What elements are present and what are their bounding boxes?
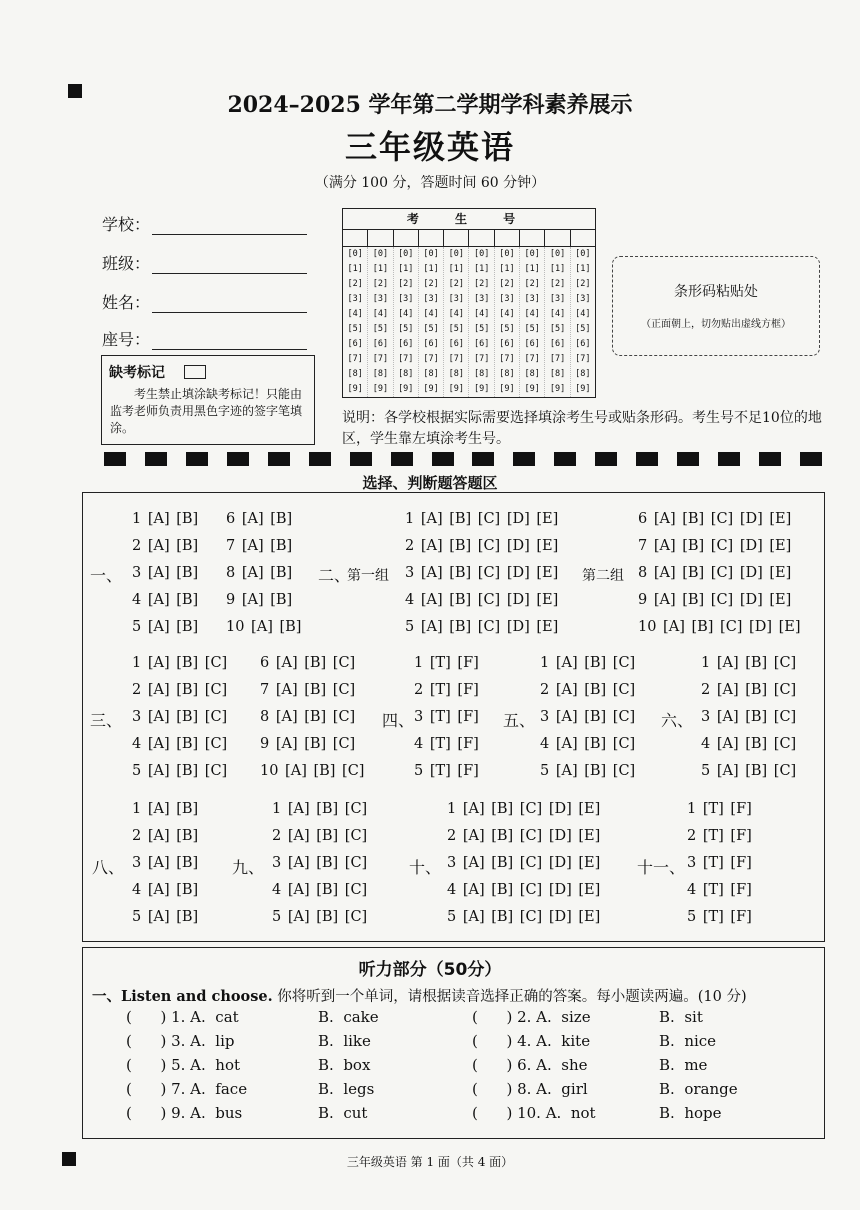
exam-number-bubble[interactable]: [4] — [448, 309, 465, 319]
answer-bubble-row[interactable]: 8 [A] [B] [C] [D] [E] — [638, 565, 792, 581]
exam-number-bubble[interactable]: [0] — [473, 249, 490, 259]
cut-line-dash — [432, 452, 454, 466]
exam-number-bubble[interactable]: [8] — [549, 369, 566, 379]
answer-bubble-row[interactable]: 1 [A] [B] — [132, 801, 199, 817]
answer-bubble-row[interactable]: 4 [T] [F] — [414, 736, 479, 752]
exam-number-bubble[interactable]: [0] — [575, 249, 591, 259]
listening-question[interactable]: ( ) 4. A. kite — [472, 1032, 591, 1050]
part-5-label: 五、 — [503, 711, 536, 730]
exam-number-bubble[interactable]: [1] — [398, 264, 414, 274]
answer-bubble-row[interactable]: 4 [A] [B] [C] — [701, 736, 797, 752]
answer-bubble-row[interactable]: 1 [A] [B] [C] — [701, 655, 797, 671]
exam-number-bubble[interactable]: [7] — [398, 354, 414, 364]
exam-number-bubble[interactable]: [4] — [398, 309, 414, 319]
exam-number-bubble[interactable]: [6] — [448, 339, 465, 349]
exam-number-bubble[interactable]: [8] — [372, 369, 389, 379]
cut-line-dash — [309, 452, 331, 466]
part-9-label: 九、 — [232, 858, 265, 877]
name-field[interactable]: 姓名： — [102, 290, 307, 313]
exam-number-bubble[interactable]: [9] — [448, 384, 465, 394]
listening-option-b: B. box — [318, 1056, 371, 1074]
answer-bubble-row[interactable]: 1 [A] [B] [C] [D] [E] — [405, 511, 559, 527]
exam-number-bubble[interactable]: [2] — [473, 279, 490, 289]
exam-number-column — [545, 247, 570, 397]
answer-bubble-row[interactable]: 3 [A] [B] [C] [D] [E] — [405, 565, 559, 581]
exam-number-bubble[interactable]: [8] — [423, 369, 439, 379]
page-footer: 三年级英语 第 1 面（共 4 面） — [346, 1155, 514, 1169]
part-2-group1-label: 第一组 — [347, 568, 389, 584]
answer-bubble-row[interactable]: 3 [T] [F] — [414, 709, 479, 725]
cut-line-dash — [472, 452, 494, 466]
exam-number-bubble[interactable]: [7] — [423, 354, 439, 364]
listening-instruction: 一、Listen and choose. 你将听到一个单词，请根据读音选择正确的答案。每小题读两遍。(10 分) — [92, 988, 747, 1005]
part-10-label: 十、 — [409, 858, 442, 877]
exam-number-write-cell[interactable] — [394, 230, 419, 246]
exam-number-bubble[interactable]: [1] — [423, 264, 439, 274]
part-8-label: 八、 — [92, 858, 125, 877]
exam-number-bubble[interactable]: [1] — [473, 264, 490, 274]
answer-bubble-row[interactable]: 3 [A] [B] [C] — [132, 709, 228, 725]
exam-number-bubble[interactable]: [1] — [549, 264, 566, 274]
exam-number-bubble[interactable]: [5] — [448, 324, 465, 334]
answer-bubble-row[interactable]: 3 [A] [B] — [132, 855, 199, 871]
answer-bubble-row[interactable]: 2 [A] [B] [C] [D] [E] — [405, 538, 559, 554]
exam-number-bubble[interactable]: [5] — [524, 324, 540, 334]
exam-number-column — [444, 247, 469, 397]
cut-line-dash — [554, 452, 576, 466]
exam-number-bubble[interactable]: [2] — [347, 279, 363, 289]
exam-number-bubble[interactable]: [7] — [549, 354, 566, 364]
answer-bubble-row[interactable]: 3 [A] [B] [C] — [540, 709, 636, 725]
exam-number-bubble[interactable]: [4] — [524, 309, 540, 319]
exam-number-bubble[interactable]: [4] — [575, 309, 591, 319]
answer-bubble-row[interactable]: 6 [A] [B] — [226, 511, 293, 527]
answer-bubble-row[interactable]: 3 [A] [B] — [132, 565, 199, 581]
exam-title-line1: 2024–2025 学年第二学期学科素养展示 — [227, 92, 633, 118]
listening-question[interactable]: ( ) 3. A. lip — [126, 1032, 235, 1050]
barcode-area — [612, 256, 820, 356]
exam-number-write-cell[interactable] — [444, 230, 469, 246]
answer-bubble-row[interactable]: 3 [T] [F] — [687, 855, 752, 871]
exam-number-grid — [342, 208, 596, 398]
exam-number-bubble[interactable]: [9] — [423, 384, 439, 394]
cut-line-dash — [718, 452, 740, 466]
exam-number-column — [571, 247, 595, 397]
exam-number-column — [495, 247, 520, 397]
answer-bubble-row[interactable]: 9 [A] [B] [C] — [260, 736, 356, 752]
seat-field[interactable]: 座号： — [102, 327, 307, 350]
exam-number-bubble[interactable]: [8] — [524, 369, 540, 379]
exam-number-write-cell[interactable] — [368, 230, 393, 246]
answer-bubble-row[interactable]: 4 [A] [B] — [132, 882, 199, 898]
exam-number-bubble[interactable]: [6] — [473, 339, 490, 349]
exam-number-bubble[interactable]: [3] — [347, 294, 363, 304]
cut-line — [104, 452, 822, 466]
exam-number-bubble[interactable]: [6] — [372, 339, 389, 349]
exam-number-bubble[interactable]: [0] — [549, 249, 566, 259]
exam-number-bubble[interactable]: [5] — [473, 324, 490, 334]
exam-number-column — [520, 247, 545, 397]
answer-bubble-row[interactable]: 4 [T] [F] — [687, 882, 752, 898]
listening-option-b: B. cake — [318, 1008, 379, 1026]
exam-number-bubble[interactable]: [9] — [372, 384, 389, 394]
listening-question[interactable]: ( ) 6. A. she — [472, 1056, 588, 1074]
answer-bubble-row[interactable]: 2 [A] [B] [C] — [132, 682, 228, 698]
exam-number-bubble[interactable]: [8] — [398, 369, 414, 379]
exam-number-write-cell[interactable] — [343, 230, 368, 246]
cut-line-dash — [104, 452, 126, 466]
exam-number-column — [368, 247, 393, 397]
absent-mark-heading: 缺考标记 — [109, 365, 165, 381]
cut-line-dash — [759, 452, 781, 466]
exam-number-bubble[interactable]: [4] — [372, 309, 389, 319]
cut-line-dash — [391, 452, 413, 466]
exam-number-column — [394, 247, 419, 397]
answer-bubble-row[interactable]: 2 [A] [B] [C] — [540, 682, 636, 698]
exam-number-bubble[interactable]: [5] — [549, 324, 566, 334]
listening-question[interactable]: ( ) 1. A. cat — [126, 1008, 239, 1026]
exam-number-bubble[interactable]: [0] — [347, 249, 363, 259]
answer-bubble-row[interactable]: 2 [T] [F] — [687, 828, 752, 844]
answer-bubble-row[interactable]: 5 [A] [B] — [132, 619, 199, 635]
exam-number-write-cell[interactable] — [520, 230, 545, 246]
exam-number-bubble[interactable]: [6] — [549, 339, 566, 349]
listening-option-b: B. legs — [318, 1080, 375, 1098]
exam-number-bubble[interactable]: [9] — [398, 384, 414, 394]
answer-bubble-row[interactable]: 1 [A] [B] [C] — [272, 801, 368, 817]
exam-number-bubble[interactable]: [3] — [448, 294, 465, 304]
exam-number-bubble[interactable]: [1] — [499, 264, 515, 274]
cut-line-dash — [800, 452, 822, 466]
exam-number-bubble[interactable]: [8] — [575, 369, 591, 379]
exam-number-bubble[interactable]: [1] — [372, 264, 389, 274]
answer-bubble-row[interactable]: 1 [T] [F] — [687, 801, 752, 817]
answer-bubble-row[interactable]: 5 [A] [B] [C] — [540, 763, 636, 779]
answer-bubble-row[interactable]: 1 [A] [B] [C] — [540, 655, 636, 671]
listening-title: 听力部分（50分） — [358, 960, 502, 980]
exam-number-bubble[interactable]: [0] — [524, 249, 540, 259]
answer-bubble-row[interactable]: 1 [T] [F] — [414, 655, 479, 671]
exam-number-bubble[interactable]: [7] — [347, 354, 363, 364]
exam-number-bubble[interactable]: [1] — [347, 264, 363, 274]
exam-number-bubble[interactable]: [7] — [499, 354, 515, 364]
barcode-hint: （正面朝上，切勿贴出虚线方框） — [641, 319, 791, 330]
answer-bubble-row[interactable]: 10 [A] [B] — [226, 619, 302, 635]
exam-number-bubble[interactable]: [2] — [549, 279, 566, 289]
exam-number-bubble[interactable]: [5] — [398, 324, 414, 334]
exam-number-bubble[interactable]: [5] — [423, 324, 439, 334]
answer-bubble-row[interactable]: 4 [A] [B] — [132, 592, 199, 608]
answer-bubble-row[interactable]: 5 [A] [B] [C] — [272, 909, 368, 925]
answer-bubble-row[interactable]: 6 [A] [B] [C] — [260, 655, 356, 671]
answer-bubble-row[interactable]: 5 [A] [B] [C] [D] [E] — [405, 619, 559, 635]
exam-number-column — [343, 247, 368, 397]
exam-number-bubble[interactable]: [7] — [575, 354, 591, 364]
exam-number-column — [419, 247, 444, 397]
answer-bubble-row[interactable]: 7 [A] [B] — [226, 538, 293, 554]
exam-number-bubble[interactable]: [3] — [499, 294, 515, 304]
exam-number-bubble[interactable]: [0] — [423, 249, 439, 259]
exam-number-bubble[interactable]: [7] — [473, 354, 490, 364]
cut-line-dash — [677, 452, 699, 466]
exam-number-bubble[interactable]: [2] — [524, 279, 540, 289]
listening-question[interactable]: ( ) 7. A. face — [126, 1080, 248, 1098]
listening-option-b: B. sit — [659, 1008, 703, 1026]
exam-number-bubble[interactable]: [3] — [398, 294, 414, 304]
exam-number-bubble[interactable]: [2] — [423, 279, 439, 289]
exam-number-bubble[interactable]: [9] — [575, 384, 591, 394]
answer-bubble-row[interactable]: 5 [A] [B] [C] — [132, 763, 228, 779]
exam-number-bubble[interactable]: [4] — [473, 309, 490, 319]
exam-number-bubble[interactable]: [2] — [575, 279, 591, 289]
cut-line-dash — [186, 452, 208, 466]
exam-number-bubble[interactable]: [3] — [549, 294, 566, 304]
exam-number-bubble[interactable]: [0] — [372, 249, 389, 259]
exam-title-subject: 三年级英语 — [344, 128, 515, 166]
choice-section-title: 选择、判断题答题区 — [362, 474, 498, 492]
answer-bubble-row[interactable]: 3 [A] [B] [C] — [701, 709, 797, 725]
exam-number-bubble[interactable]: [6] — [398, 339, 414, 349]
cut-line-dash — [145, 452, 167, 466]
exam-number-bubble[interactable]: [6] — [347, 339, 363, 349]
exam-number-bubble[interactable]: [5] — [347, 324, 363, 334]
answer-bubble-row[interactable]: 1 [A] [B] — [132, 511, 199, 527]
listening-option-b: B. orange — [659, 1080, 738, 1098]
exam-number-bubble[interactable]: [2] — [398, 279, 414, 289]
exam-number-bubble[interactable]: [9] — [499, 384, 515, 394]
exam-number-write-cell[interactable] — [545, 230, 570, 246]
listening-question[interactable]: ( ) 9. A. bus — [126, 1104, 243, 1122]
answer-bubble-row[interactable]: 2 [A] [B] [C] — [272, 828, 368, 844]
exam-number-bubble[interactable]: [3] — [524, 294, 540, 304]
instructions-note: 说明：各学校根据实际需要选择填涂考生号或贴条形码。考生号不足10位的地区，学生靠左填涂考生号。 — [342, 410, 822, 447]
answer-bubble-row[interactable]: 4 [A] [B] [C] [D] [E] — [447, 882, 601, 898]
exam-number-bubble[interactable]: [8] — [473, 369, 490, 379]
exam-number-bubble[interactable]: [4] — [499, 309, 515, 319]
answer-bubble-row[interactable]: 6 [A] [B] [C] [D] [E] — [638, 511, 792, 527]
exam-number-bubble[interactable]: [5] — [575, 324, 591, 334]
answer-bubble-row[interactable]: 9 [A] [B] — [226, 592, 293, 608]
cut-line-dash — [513, 452, 535, 466]
school-field[interactable]: 学校： — [102, 212, 307, 235]
cut-line-dash — [227, 452, 249, 466]
answer-bubble-row[interactable]: 4 [A] [B] [C] [D] [E] — [405, 592, 559, 608]
answer-bubble-row[interactable]: 1 [A] [B] [C] — [132, 655, 228, 671]
answer-bubble-row[interactable]: 2 [A] [B] [C] — [701, 682, 797, 698]
exam-number-bubble[interactable]: [0] — [499, 249, 515, 259]
class-field[interactable]: 班级： — [102, 251, 307, 274]
answer-bubble-row[interactable]: 2 [A] [B] — [132, 828, 199, 844]
exam-number-bubble[interactable]: [1] — [575, 264, 591, 274]
cut-line-dash — [350, 452, 372, 466]
answer-bubble-row[interactable]: 3 [A] [B] [C] — [272, 855, 368, 871]
answer-bubble-row[interactable]: 4 [A] [B] [C] — [132, 736, 228, 752]
exam-number-bubble[interactable]: [1] — [524, 264, 540, 274]
exam-number-bubble[interactable]: [9] — [473, 384, 490, 394]
exam-number-bubble[interactable]: [9] — [549, 384, 566, 394]
exam-number-bubble[interactable]: [6] — [575, 339, 591, 349]
exam-number-bubble[interactable]: [5] — [372, 324, 389, 334]
part-4-label: 四、 — [382, 711, 415, 730]
exam-number-bubble[interactable]: [4] — [423, 309, 439, 319]
cut-line-dash — [636, 452, 658, 466]
exam-number-bubble[interactable]: [3] — [575, 294, 591, 304]
exam-number-bubble[interactable]: [8] — [347, 369, 363, 379]
answer-bubble-row[interactable]: 3 [A] [B] [C] [D] [E] — [447, 855, 601, 871]
listening-option-b: B. hope — [659, 1104, 722, 1122]
exam-number-bubble[interactable]: [9] — [347, 384, 363, 394]
part-3-label: 三、 — [90, 711, 123, 730]
exam-number-bubble[interactable]: [6] — [499, 339, 515, 349]
absent-mark-box — [101, 355, 315, 445]
exam-number-bubble[interactable]: [9] — [524, 384, 540, 394]
answer-bubble-row[interactable]: 8 [A] [B] [C] — [260, 709, 356, 725]
exam-number-bubble[interactable]: [3] — [473, 294, 490, 304]
exam-number-heading: 考 生 号 — [343, 209, 595, 230]
answer-bubble-row[interactable]: 2 [A] [B] [C] [D] [E] — [447, 828, 601, 844]
answer-bubble-row[interactable]: 5 [A] [B] [C] [D] [E] — [447, 909, 601, 925]
part-2-label: 二、 — [318, 566, 351, 585]
exam-number-bubble[interactable]: [5] — [499, 324, 515, 334]
part-6-label: 六、 — [661, 711, 694, 730]
exam-number-bubble[interactable]: [4] — [347, 309, 363, 319]
answer-bubble-row[interactable]: 5 [T] [F] — [687, 909, 752, 925]
exam-number-column — [469, 247, 494, 397]
exam-number-bubble[interactable]: [0] — [448, 249, 465, 259]
exam-number-bubble[interactable]: [1] — [448, 264, 465, 274]
answer-bubble-row[interactable]: 4 [A] [B] [C] — [540, 736, 636, 752]
answer-bubble-row[interactable]: 4 [A] [B] [C] — [272, 882, 368, 898]
answer-bubble-row[interactable]: 5 [A] [B] — [132, 909, 199, 925]
exam-number-write-cell[interactable] — [571, 230, 595, 246]
answer-bubble-row[interactable]: 8 [A] [B] — [226, 565, 293, 581]
answer-bubble-row[interactable]: 5 [T] [F] — [414, 763, 479, 779]
exam-title-meta: （满分 100 分，答题时间 60 分钟） — [314, 175, 546, 191]
answer-bubble-row[interactable]: 2 [T] [F] — [414, 682, 479, 698]
listening-question[interactable]: ( ) 5. A. hot — [126, 1056, 241, 1074]
exam-number-bubble[interactable]: [6] — [524, 339, 540, 349]
exam-number-bubble[interactable]: [8] — [448, 369, 465, 379]
listening-option-b: B. nice — [659, 1032, 717, 1050]
absent-mark-checkbox[interactable] — [184, 365, 206, 379]
answer-bubble-row[interactable]: 9 [A] [B] [C] [D] [E] — [638, 592, 792, 608]
exam-number-bubble[interactable]: [2] — [448, 279, 465, 289]
part-1-label: 一、 — [90, 566, 123, 585]
listening-instruction-en: Listen and choose. — [121, 988, 273, 1005]
exam-number-bubble[interactable]: [7] — [372, 354, 389, 364]
absent-mark-text: 考生禁止填涂缺考标记！只能由监考老师负责用黑色字迹的签字笔填涂。 — [110, 387, 303, 435]
part-2-group2-label: 第二组 — [582, 568, 624, 584]
exam-number-bubble[interactable]: [0] — [398, 249, 414, 259]
listening-option-b: B. me — [659, 1056, 708, 1074]
exam-number-bubble[interactable]: [4] — [549, 309, 566, 319]
exam-number-bubble[interactable]: [3] — [423, 294, 439, 304]
answer-bubble-row[interactable]: 7 [A] [B] [C] [D] [E] — [638, 538, 792, 554]
answer-bubble-row[interactable]: 2 [A] [B] — [132, 538, 199, 554]
exam-number-bubble[interactable]: [3] — [372, 294, 389, 304]
answer-bubble-row[interactable]: 10 [A] [B] [C] [D] [E] — [638, 619, 801, 635]
exam-number-write-cell[interactable] — [469, 230, 494, 246]
listening-option-b: B. cut — [318, 1104, 368, 1122]
answer-bubble-row[interactable]: 1 [A] [B] [C] [D] [E] — [447, 801, 601, 817]
listening-question[interactable]: ( ) 10. A. not — [472, 1104, 596, 1122]
cut-line-dash — [595, 452, 617, 466]
listening-option-b: B. like — [318, 1032, 371, 1050]
part-11-label: 十一、 — [637, 858, 686, 877]
exam-number-bubble[interactable]: [2] — [372, 279, 389, 289]
exam-number-bubble[interactable]: [7] — [524, 354, 540, 364]
answer-bubble-row[interactable]: 5 [A] [B] [C] — [701, 763, 797, 779]
answer-bubble-row[interactable]: 10 [A] [B] [C] — [260, 763, 365, 779]
listening-question[interactable]: ( ) 8. A. girl — [472, 1080, 588, 1098]
exam-number-bubble[interactable]: [2] — [499, 279, 515, 289]
answer-bubble-row[interactable]: 7 [A] [B] [C] — [260, 682, 356, 698]
exam-number-write-cell[interactable] — [495, 230, 520, 246]
exam-number-write-cell[interactable] — [419, 230, 444, 246]
exam-number-bubble[interactable]: [8] — [499, 369, 515, 379]
barcode-label: 条形码粘贴处 — [674, 284, 758, 300]
exam-number-bubble[interactable]: [6] — [423, 339, 439, 349]
listening-instruction-cn: 你将听到一个单词，请根据读音选择正确的答案。每小题读两遍。(10 分) — [272, 989, 747, 1005]
listening-question[interactable]: ( ) 2. A. size — [472, 1008, 591, 1026]
cut-line-dash — [268, 452, 290, 466]
exam-number-bubble[interactable]: [7] — [448, 354, 465, 364]
